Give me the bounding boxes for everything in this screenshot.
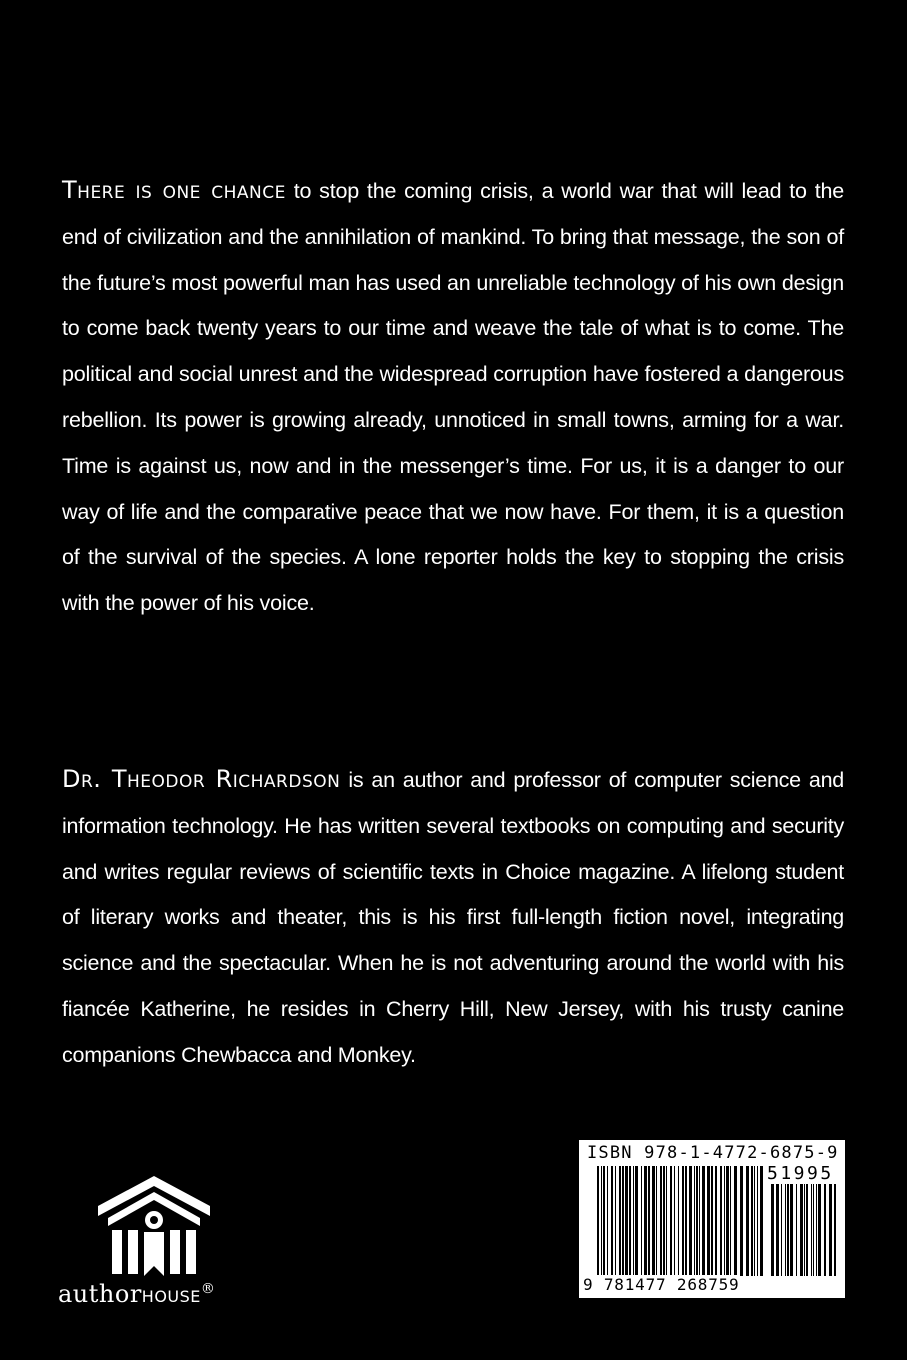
barcode-bar bbox=[597, 1166, 599, 1276]
barcode-bar bbox=[824, 1184, 826, 1276]
barcode-bar bbox=[800, 1184, 803, 1276]
barcode-bar bbox=[726, 1166, 729, 1276]
barcode-bar bbox=[751, 1166, 753, 1276]
barcode-bar bbox=[724, 1166, 725, 1276]
barcode-bar bbox=[740, 1166, 743, 1276]
barcode-bar bbox=[760, 1166, 763, 1276]
barcode-bar bbox=[648, 1166, 650, 1276]
blurb-lead: There is one chance bbox=[62, 176, 286, 204]
barcode-bar bbox=[674, 1166, 675, 1276]
house-book-icon bbox=[94, 1172, 214, 1278]
barcode-bar bbox=[699, 1166, 700, 1276]
barcode-bar bbox=[678, 1166, 679, 1276]
barcode-bar bbox=[619, 1166, 621, 1276]
author-bio-body: is an author and professor of computer science and information technology. He has written several textbooks on computing and security and writes regular reviews of scientific texts in Choice magazine. A lifelong student of literary works and theater, this is his first full-length fiction novel, integrating science and the spectacular. When he is not adventuring around the world with his fiancée Katherine, he resides in Cherry Hill, New Jersey, with his trusty canine companions Chewbacca and Monkey. bbox=[62, 768, 845, 1067]
barcode-bar bbox=[813, 1184, 814, 1276]
barcode-bar bbox=[790, 1184, 793, 1276]
isbn-label: ISBN 978-1-4772-6875-9 bbox=[587, 1143, 839, 1163]
barcode-bar bbox=[811, 1184, 812, 1276]
barcode-bar bbox=[757, 1166, 758, 1276]
barcode-bar bbox=[607, 1166, 608, 1276]
barcode-bar bbox=[787, 1184, 789, 1276]
barcode-bar bbox=[635, 1166, 638, 1276]
price-barcode-bars bbox=[771, 1184, 837, 1276]
barcode-bar bbox=[715, 1166, 717, 1276]
barcode-bar bbox=[644, 1166, 647, 1276]
author-name: Dr. Theodor Richardson bbox=[62, 765, 341, 793]
barcode-bar bbox=[660, 1166, 662, 1276]
barcode-bar bbox=[702, 1166, 705, 1276]
barcode-bar bbox=[720, 1166, 722, 1276]
publisher-logo bbox=[58, 1172, 258, 1312]
barcode-bar bbox=[771, 1184, 774, 1276]
isbn-barcode bbox=[579, 1140, 845, 1298]
barcode-bar bbox=[601, 1166, 602, 1276]
back-cover-blurb bbox=[62, 168, 844, 627]
barcode-bar bbox=[656, 1166, 657, 1276]
barcode-bar bbox=[834, 1184, 836, 1276]
ean-digits: 9 781477 268759 bbox=[583, 1275, 740, 1294]
barcode-bar bbox=[685, 1166, 687, 1276]
barcode-bar bbox=[641, 1166, 642, 1276]
barcode-bar bbox=[603, 1166, 605, 1276]
barcode-bar bbox=[796, 1184, 797, 1276]
publisher-name: authorHOUSE® bbox=[58, 1280, 216, 1308]
author-bio bbox=[62, 757, 844, 1079]
barcode-bar bbox=[663, 1166, 665, 1276]
barcode-bar bbox=[776, 1184, 779, 1276]
ean-barcode-bars bbox=[597, 1166, 765, 1276]
barcode-bar bbox=[696, 1166, 698, 1276]
barcode-bar bbox=[615, 1166, 616, 1276]
barcode-bar bbox=[746, 1166, 749, 1276]
blurb-body: to stop the coming crisis, a world war that will lead to the end of civilization and the annihilation of mankind. To bring that message, the son of the future’s most powerful man has used an unreliable technology of his own design to come back twenty years to our time and weave the tale of what is to come. The political and social unrest and the widespread corruption have fostered a dangerous rebellion. Its power is growing already, unnoticed in small towns, arming for a war. Time is against us, now and in the messenger’s time. For us, it is a danger to our way of life and the comparative peace that we now have. For them, it is a question of the survival of the species. A lone reporter holds the key to stopping the crisis with the power of his voice. bbox=[62, 179, 844, 616]
barcode-bar bbox=[633, 1166, 634, 1276]
barcode-bar bbox=[781, 1184, 782, 1276]
barcode-bar bbox=[666, 1166, 667, 1276]
barcode-bar bbox=[711, 1166, 713, 1276]
barcode-bar bbox=[625, 1166, 628, 1276]
barcode-bar bbox=[785, 1184, 786, 1276]
barcode-bar bbox=[806, 1184, 808, 1276]
barcode-bar bbox=[829, 1184, 832, 1276]
barcode-bar bbox=[804, 1184, 805, 1276]
barcode-bar bbox=[754, 1166, 755, 1276]
barcode-bar bbox=[622, 1166, 624, 1276]
barcode-bar bbox=[818, 1184, 821, 1276]
barcode-bar bbox=[694, 1166, 695, 1276]
barcode-bar bbox=[734, 1166, 737, 1276]
barcode-bar bbox=[629, 1166, 631, 1276]
barcode-bar bbox=[682, 1166, 684, 1276]
barcode-bar bbox=[670, 1166, 672, 1276]
barcode-bar bbox=[730, 1166, 731, 1276]
barcode-bar bbox=[611, 1166, 613, 1276]
price-code: 51995 bbox=[767, 1163, 834, 1184]
barcode-bar bbox=[816, 1184, 817, 1276]
barcode-bar bbox=[707, 1166, 710, 1276]
barcode-bar bbox=[652, 1166, 655, 1276]
barcode-bar bbox=[689, 1166, 692, 1276]
